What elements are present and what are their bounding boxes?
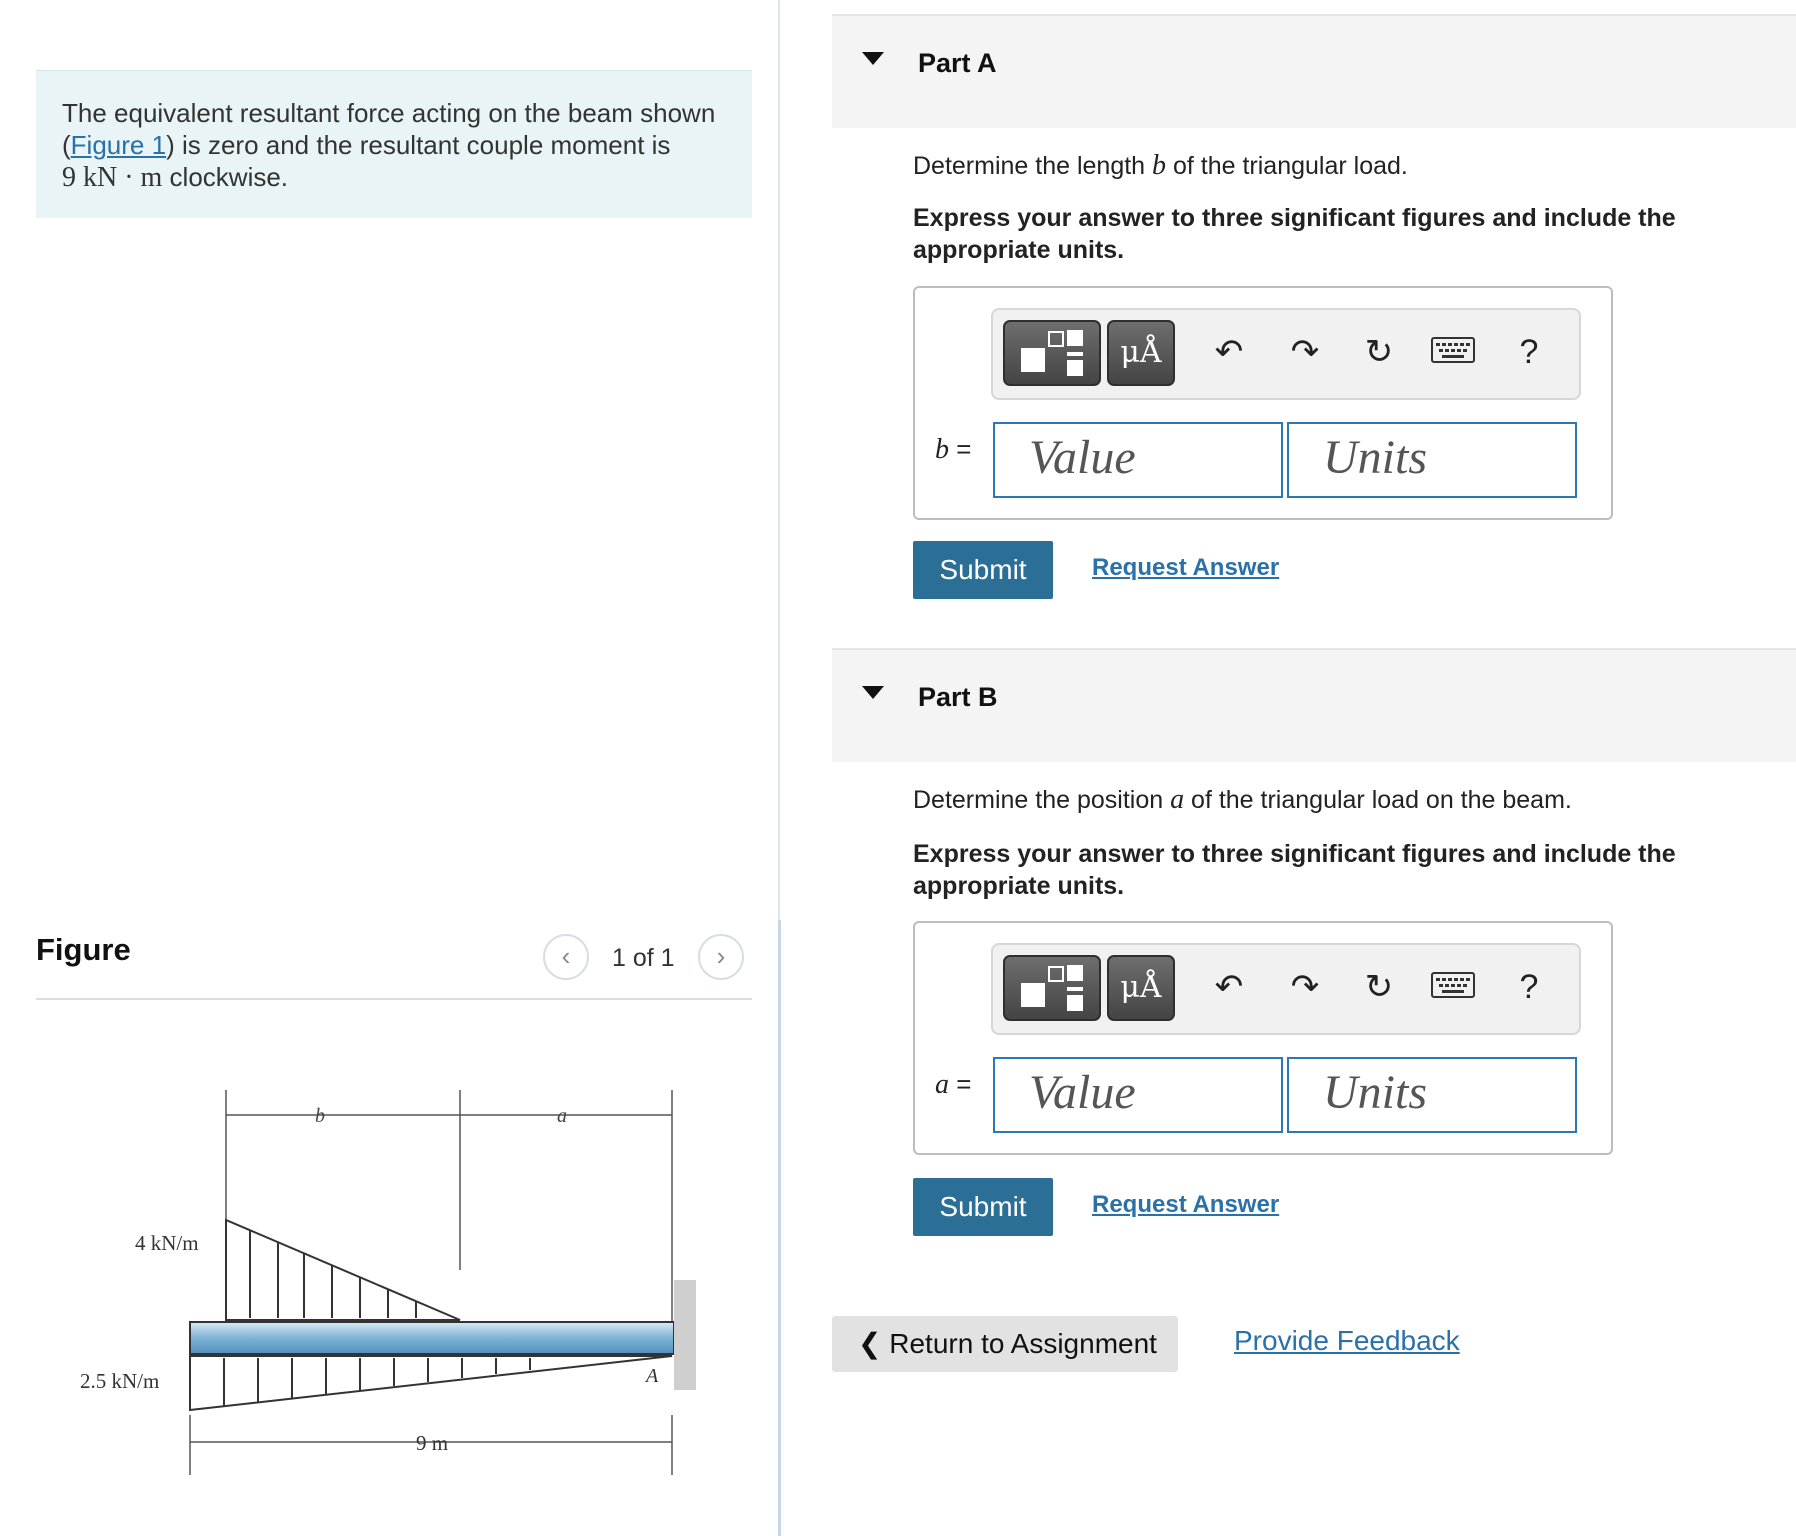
- triangular-load: [226, 1220, 460, 1320]
- problem-statement: [36, 70, 752, 218]
- part-a-var-symbol: b: [935, 434, 949, 465]
- fraction-template-button[interactable]: [1003, 320, 1101, 386]
- keyboard-icon[interactable]: [1425, 959, 1481, 1015]
- units-symbol-button[interactable]: μÅ: [1107, 955, 1175, 1021]
- collapse-triangle-icon[interactable]: [862, 686, 884, 699]
- reset-icon[interactable]: ↻: [1364, 333, 1394, 371]
- help-button[interactable]: ?: [1519, 968, 1539, 1006]
- part-b-var-symbol: a: [935, 1069, 949, 1100]
- bottom-load-arrows: [224, 1358, 530, 1406]
- figure-prev-button[interactable]: ‹: [543, 934, 589, 980]
- triangular-load-arrows: [226, 1220, 416, 1318]
- label-load-bottom: 2.5 kN/m: [80, 1369, 160, 1393]
- fixed-support: [674, 1280, 696, 1390]
- help-button[interactable]: ?: [1519, 333, 1539, 371]
- part-b-question: [913, 784, 1572, 816]
- problem-text-end: clockwise.: [162, 162, 289, 192]
- keyboard-icon[interactable]: [1425, 324, 1481, 380]
- bottom-load: [190, 1356, 672, 1410]
- figure-header: [36, 930, 752, 1000]
- part-b-instruction: Express your answer to three significant figures and include the appropriate units.: [913, 840, 1676, 900]
- part-a-instruction: Express your answer to three significant figures and include the appropriate units.: [913, 204, 1676, 264]
- part-a-question-after: of the triangular load.: [1166, 152, 1408, 180]
- part-b-question-after: of the triangular load on the beam.: [1184, 786, 1572, 814]
- undo-icon[interactable]: ↶: [1214, 333, 1244, 371]
- math-toolbar: [991, 943, 1581, 1035]
- redo-icon[interactable]: ↷: [1290, 968, 1320, 1006]
- top-dimension-lines: [226, 1090, 672, 1330]
- math-toolbar: [991, 308, 1581, 400]
- units-symbol-button[interactable]: μÅ: [1107, 320, 1175, 386]
- part-a-question-before: Determine the length: [913, 152, 1153, 180]
- part-a-equals: =: [949, 434, 972, 464]
- part-b-value-input[interactable]: [993, 1057, 1283, 1133]
- part-b-var-label: [935, 1069, 971, 1101]
- part-a-units-input[interactable]: [1287, 422, 1577, 498]
- part-b-units-placeholder: Units: [1323, 1066, 1428, 1119]
- figure-next-button[interactable]: ›: [698, 934, 744, 980]
- part-a-variable: b: [1152, 150, 1167, 181]
- beam-figure: [60, 1070, 720, 1510]
- part-b-equals: =: [949, 1069, 972, 1099]
- moment-value: 9 kN · m: [62, 162, 163, 193]
- figure-link[interactable]: Figure 1: [70, 130, 167, 160]
- label-length: 9 m: [416, 1431, 449, 1455]
- label-b: b: [315, 1105, 325, 1127]
- part-a-value-input[interactable]: [993, 422, 1283, 498]
- fraction-template-icon: [1005, 322, 1099, 384]
- label-load-top: 4 kN/m: [135, 1231, 199, 1255]
- fraction-template-button[interactable]: [1003, 955, 1101, 1021]
- part-a-request-answer-link[interactable]: Request Answer: [1092, 554, 1280, 581]
- part-b-question-before: Determine the position: [913, 786, 1171, 814]
- part-b-answer-box: [913, 921, 1613, 1155]
- part-b-request-answer-link[interactable]: Request Answer: [1092, 1191, 1280, 1218]
- figure-title: Figure: [36, 932, 131, 967]
- part-a-submit-button[interactable]: Submit: [913, 541, 1053, 599]
- part-b-header[interactable]: [832, 648, 1796, 762]
- part-a-question: [913, 150, 1408, 182]
- part-a-units-placeholder: Units: [1323, 431, 1428, 484]
- reset-icon[interactable]: ↻: [1364, 968, 1394, 1006]
- part-a-var-label: [935, 434, 971, 466]
- return-to-assignment-button[interactable]: [832, 1316, 1178, 1372]
- column-divider-lower: [778, 920, 781, 1536]
- problem-text-before: The equivalent resultant force acting on the beam shown (: [62, 98, 716, 160]
- provide-feedback-link[interactable]: Provide Feedback: [1234, 1325, 1460, 1356]
- problem-text-after: ) is zero and the resultant couple moment is: [166, 130, 671, 160]
- fraction-template-icon: [1005, 957, 1099, 1019]
- part-b-submit-button[interactable]: Submit: [913, 1178, 1053, 1236]
- part-a-value-placeholder: Value: [1029, 431, 1136, 484]
- part-b-label: Part B: [918, 682, 998, 712]
- undo-icon[interactable]: ↶: [1214, 968, 1244, 1006]
- beam: [190, 1322, 674, 1354]
- part-a-label: Part A: [918, 48, 997, 78]
- part-b-variable: a: [1170, 784, 1185, 815]
- chevron-left-icon: ❮: [858, 1328, 890, 1359]
- label-a: a: [557, 1105, 567, 1127]
- figure-counter: 1 of 1: [612, 944, 675, 972]
- part-a-answer-box: [913, 286, 1613, 520]
- part-b-units-input[interactable]: [1287, 1057, 1577, 1133]
- label-support: A: [646, 1365, 659, 1387]
- return-label: Return to Assignment: [889, 1328, 1157, 1359]
- part-a-header[interactable]: [832, 14, 1796, 128]
- part-b-value-placeholder: Value: [1029, 1066, 1136, 1119]
- redo-icon[interactable]: ↷: [1290, 333, 1320, 371]
- collapse-triangle-icon[interactable]: [862, 52, 884, 65]
